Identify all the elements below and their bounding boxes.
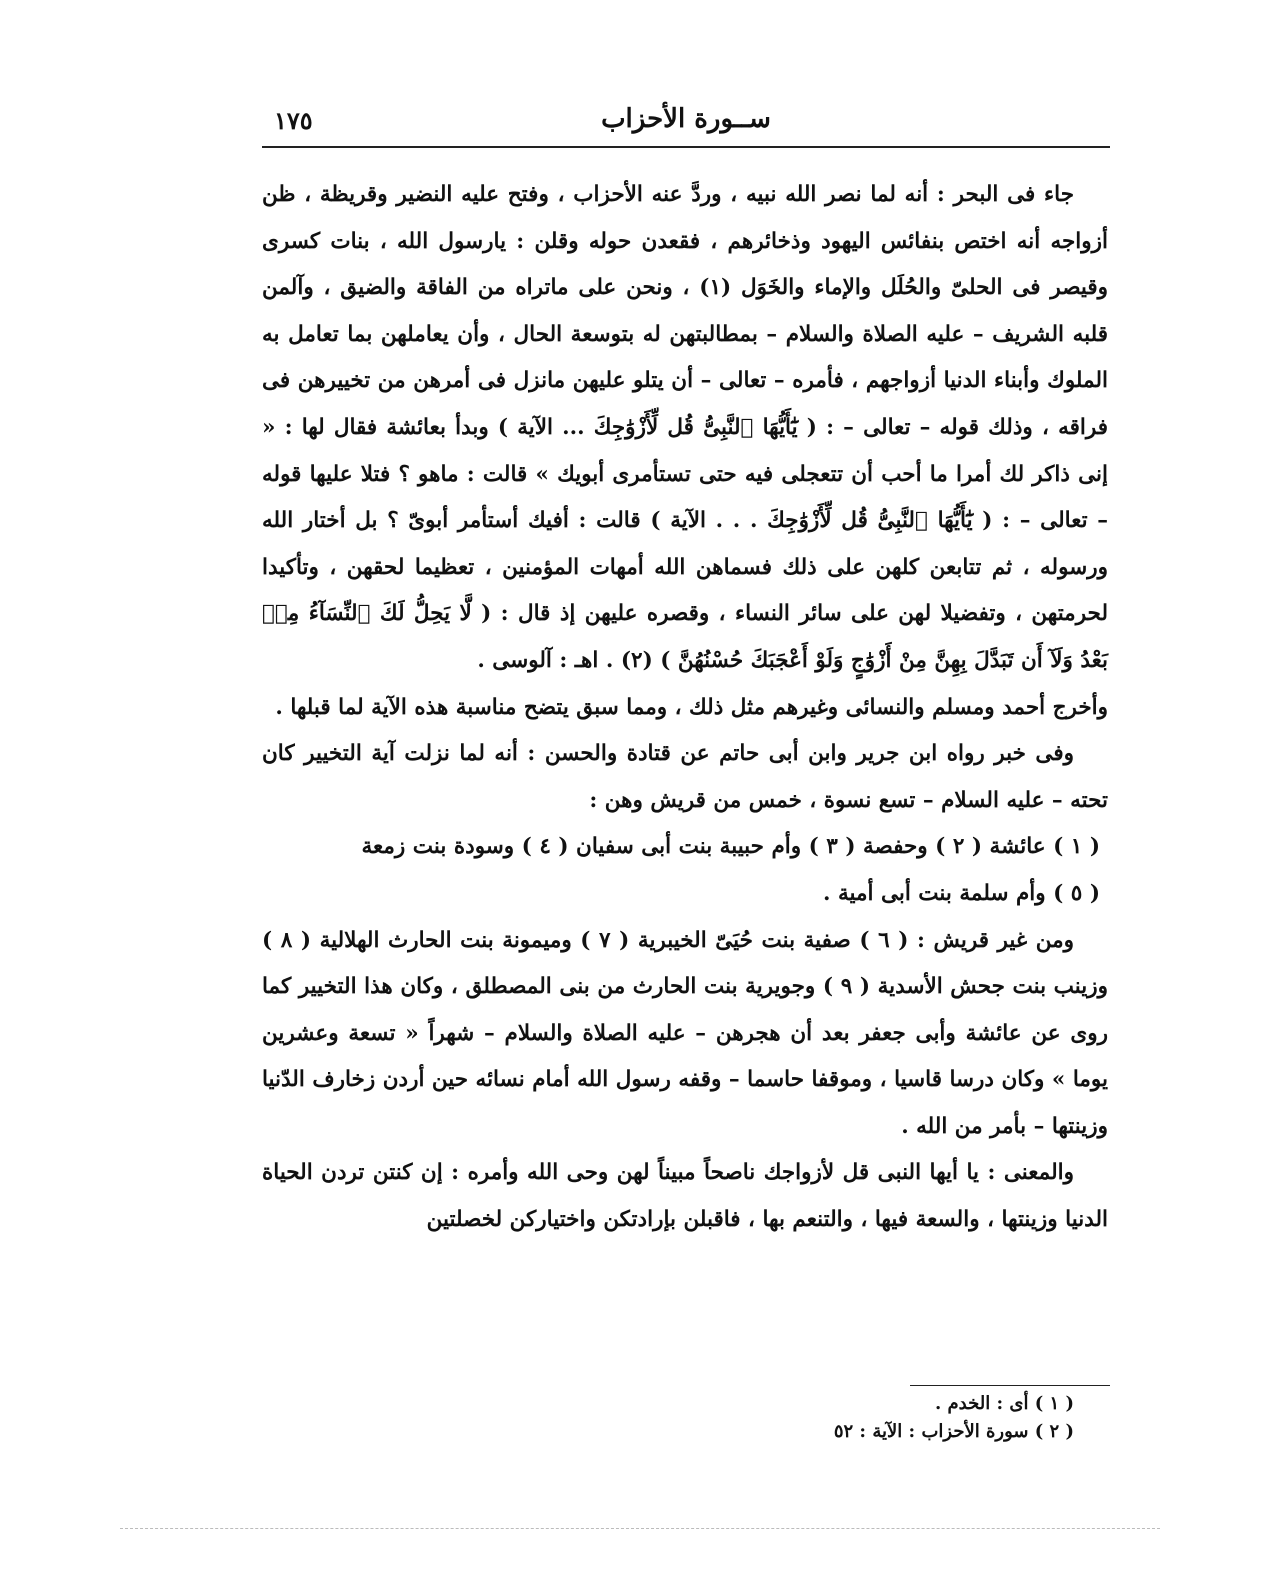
page-title: ســورة الأحزاب <box>601 104 771 134</box>
footnote: ( ١ ) أى : الخدم . <box>934 1393 1074 1414</box>
paragraph: وأخرج أحمد ومسلم والنسائى وغيرهم مثل ذلك ، ومما سبق يتضح مناسبة هذه الآية لما قبلها . <box>275 694 1108 720</box>
footnotes <box>700 1390 1110 1446</box>
main-text <box>262 172 1108 1244</box>
paragraph: والمعنى : يا أيها النبى قل لأزواجك ناصحاً مبيناً لهن وحى الله وأمره : إن كنتن تردن الحياة الدنيا وزينتها ، والسعة فيها ، والتنعم بها ، فاقبلن بإرادتكن واختياركن لخصلتين <box>262 1160 1108 1233</box>
scan-edge-divider <box>120 1528 1160 1529</box>
paragraph: جاء فى البحر : أنه لما نصر الله نبيه ، وردَّ عنه الأحزاب ، وفتح عليه النضير وقريظة ، ظن أزواجه أنه اختص بنفائس اليهود وذخائرهم ، فقعدن حوله وقلن : يارسول الله ، بنات كسرى وقيصر فى الحلىّ والحُلَل والإماء والخَوَل (١) ، ونحن على ماتراه من الفاقة والضيق ، وآلمن قلبه الشريف – عليه الصلاة والسلام – بمطالبتهن له بتوسعة الحال ، وأن يعاملهن بما تعامل به الملوك وأبناء الدنيا أزواجهم ، فأمره – تعالى – أن يتلو عليهن مانزل فى أمرهن من تخييرهن فى فراقه ، وذلك قوله – تعالى – : ( يَٰٓأَيُّهَا ٱلنَّبِىُّ قُل لِّأَزْوَٰجِكَ ... الآية ) وبدأ بعائشة فقال لها : « إنى ذاكر لك أمرا ما أحب أن تتعجلى فيه حتى تستأمرى أبويك » قالت : ماهو ؟ فتلا عليها قوله – تعالى – : ( يَٰٓأَيُّهَا ٱلنَّبِىُّ قُل لِّأَزْوَٰجِكَ . . . الآية ) قالت : أفيك أستأمر أبوىّ ؟ بل أختار الله ورسوله ، ثم تتابعن كلهن على ذلك فسماهن الله أمهات المؤمنين ، تعظيما لحقهن ، وتأكيدا لحرمتهن ، وتفضيلا لهن على سائر النساء ، وقصره عليهن إذ قال : ( لَّا يَحِلُّ لَكَ ٱلنِّسَآءُ مِنۢ بَعْدُ وَلَآ أَن تَبَدَّلَ بِهِنَّ مِنْ أَزْوَٰجٍ وَلَوْ أَعْجَبَكَ حُسْنُهُنَّ ) (٢) . اهـ : آلوسى . <box>262 182 1108 673</box>
paragraph: ومن غير قريش : ( ٦ ) صفية بنت حُيَىّ الخيبرية ( ٧ ) وميمونة بنت الحارث الهلالية ( ٨ ) وزينب بنت جحش الأسدية ( ٩ ) وجويرية بنت الحارث من بنى المصطلق ، وكان هذا التخيير كما روى عن عائشة وأبى جعفر بعد أن هجرهن – عليه الصلاة والسلام – شهراً « تسعة وعشرين يوما » وكان درسا قاسيا ، وموقفا حاسما – وقفه رسول الله أمام نسائه حين أردن زخارف الدّنيا وزينتها – بأمر من الله . <box>262 927 1109 1139</box>
footnote-divider <box>910 1385 1110 1386</box>
footnote: ( ٢ ) سورة الأحزاب : الآية : ٥٢ <box>833 1421 1074 1442</box>
list-item: ( ٥ ) وأم سلمة بنت أبى أمية . <box>822 880 1100 906</box>
page-number: ١٧٥ <box>274 106 313 135</box>
list-item: ( ١ ) عائشة ( ٢ ) وحفصة ( ٣ ) وأم حبيبة بنت أبى سفيان ( ٤ ) وسودة بنت زمعة <box>361 834 1100 860</box>
paragraph: وفى خبر رواه ابن جرير وابن أبى حاتم عن قتادة والحسن : أنه لما نزلت آية التخيير كان تحته – عليه السلام – تسع نسوة ، خمس من قريش وهن : <box>262 741 1108 813</box>
page-header <box>262 100 1110 148</box>
